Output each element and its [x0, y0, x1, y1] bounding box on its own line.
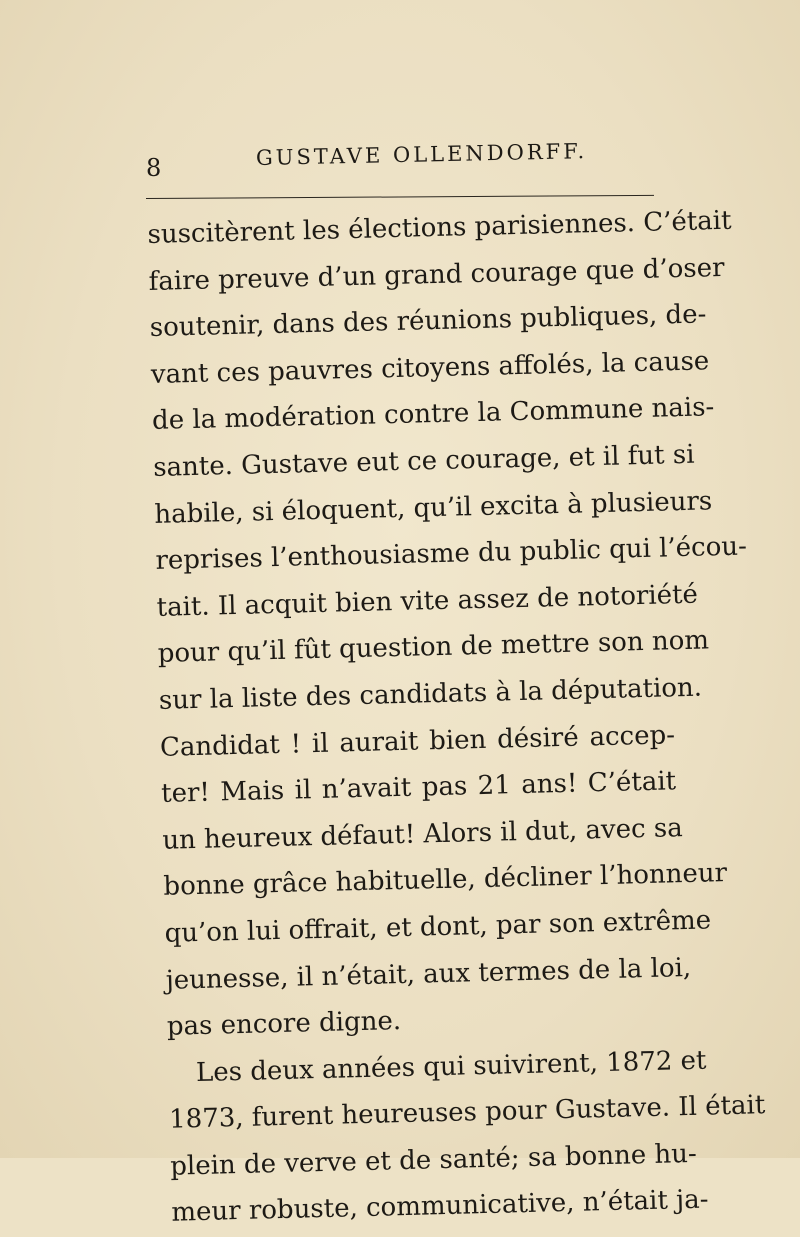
- text-line: ter! Mais il n’avait pas 21 ans! C’était: [160, 766, 677, 809]
- text-line: Candidat ! il aurait bien désiré accep-: [159, 719, 676, 763]
- text-line: sante. Gustave eut ce courage, et il fut si: [152, 439, 695, 483]
- text-line: 1873, furent heureuses pour Gustave. Il était: [168, 1090, 766, 1136]
- text-line: soutenir, dans des réunions publiques, de-: [149, 299, 707, 344]
- page-number: 8: [146, 154, 162, 182]
- text-line: qu’on lui offrait, et dont, par son extrême: [164, 905, 712, 949]
- text-line: faire preuve d’un grand courage que d’oser: [148, 252, 725, 297]
- text-line: plein de verve et de santé; sa bonne hu-: [169, 1138, 698, 1182]
- text-line: bonne grâce habituelle, décliner l’honneur: [163, 858, 728, 903]
- running-head: GUSTAVE OLLENDORFF.: [255, 139, 588, 170]
- text-line: de la modération contre la Commune nais-: [151, 392, 715, 437]
- text-line: un heureux défaut! Alors il dut, avec sa: [161, 812, 684, 856]
- text-line: sur la liste des candidats à la députation.: [158, 672, 703, 716]
- text-line: habile, si éloquent, qu’il excita à plusieurs: [154, 485, 713, 530]
- text-line: tait. Il acquit bien vite assez de notoriété: [156, 579, 699, 623]
- text-line: pour qu’il fût question de mettre son nom: [157, 625, 710, 670]
- body-text: [147, 199, 766, 1236]
- text-line: suscitèrent les élections parisiennes. C’était: [147, 205, 732, 250]
- text-line: jeunesse, il n’était, aux termes de la loi,: [165, 952, 692, 996]
- page-header: [146, 139, 656, 186]
- text-line: meur robuste, communicative, n’était ja-: [171, 1185, 709, 1229]
- text-line: Les deux années qui suivirent, 1872 et: [195, 1045, 707, 1088]
- text-line: vant ces pauvres citoyens affolés, la cause: [150, 346, 710, 390]
- header-rule: [146, 195, 654, 199]
- text-line: pas encore digne.: [166, 1006, 402, 1042]
- text-line: reprises l’enthousiasme du public qui l’écou-: [155, 531, 748, 577]
